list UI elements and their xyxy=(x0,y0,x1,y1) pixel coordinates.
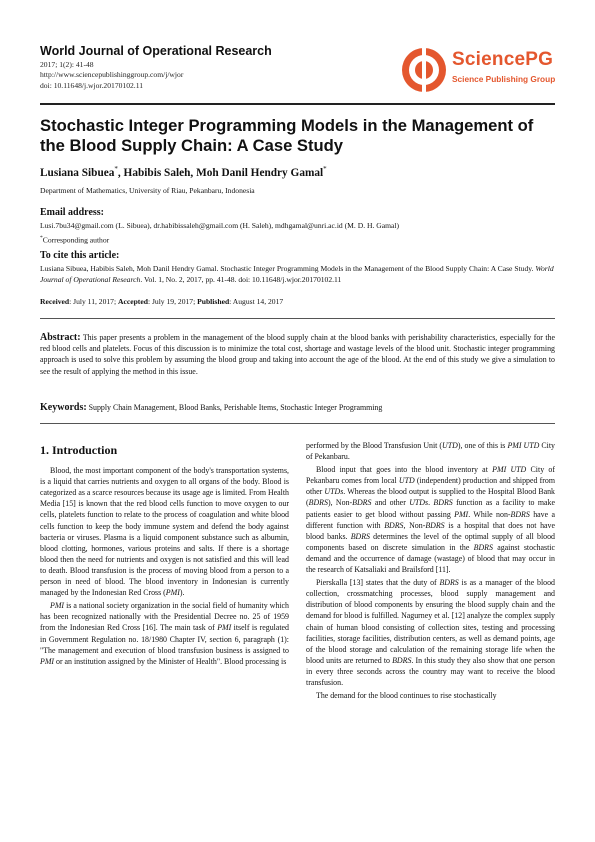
section-heading: 1. Introduction xyxy=(40,443,118,457)
cite-plain: Lusiana Sibuea, Habibis Saleh, Moh Danil Hendry Gamal. Stochastic Integer Programming Models in the Management of the Blood Supply Chain: A Case Study. xyxy=(40,264,536,273)
abstract xyxy=(40,332,555,377)
published-date: : August 14, 2017 xyxy=(229,297,284,306)
column-left xyxy=(40,445,289,669)
corresponding-label: Corresponding author xyxy=(42,235,110,245)
journal-title: World Journal of Operational Research xyxy=(40,44,272,58)
cite-text xyxy=(40,264,555,285)
corresponding-note xyxy=(40,233,555,246)
published-label: Published xyxy=(197,297,230,306)
journal-meta xyxy=(40,60,183,91)
corresponding-mark: * xyxy=(40,235,43,241)
authors xyxy=(40,165,327,179)
abstract-text: This paper presents a problem in the management of the blood supply chain at the blood banks with perishability characteristics, especially for the red blood cells and platelets. Focus of this discussion is to minimize the total cost, shortage and wastage levels of the blood unit. Stochastic integer programming approach is used to solve this problem by assuming the blood group and taking into account the age of the blood. At the end of this study we give a simulation to see the result of applying the method in this issue. xyxy=(40,333,555,376)
journal-url[interactable]: http://www.sciencepublishinggroup.com/j/wjor xyxy=(40,70,184,80)
keywords-label: Keywords: xyxy=(40,402,87,413)
divider xyxy=(40,423,555,424)
paragraph: performed by the Blood Transfusion Unit (UTD), one of this is PMI UTD City of Pekanbaru. xyxy=(306,441,555,462)
received-date: : July 11, 2017; xyxy=(69,297,118,306)
paragraph: Blood input that goes into the blood inventory at PMI UTD City of Pekanbaru comes from local UTD (independent) production and shipped from other UTDs. Whereas the blood output is supplied to the Hospital Blood Bank (BDRS), Non-BDRS and other UTDs. BDRS function as a facility to make patients easier to get blood without passing PMI. While non-BDRS have a different function with BDRS, Non-BDRS is a hospital that does not have blood banks. BDRS determines the level of the optimal supply of all blood components based on discrete simulation in the BDRS against stochastic demand and the occurrence of damage (wastage) of blood that may occur in the research of Katsaliaki and Brailsford [11]. xyxy=(306,465,556,575)
author-1: Lusiana Sibuea xyxy=(40,166,115,179)
accepted-date: : July 19, 2017; xyxy=(147,297,198,306)
logo-subtitle: Science Publishing Group xyxy=(452,74,556,84)
cite-heading: To cite this article: xyxy=(40,250,120,261)
email-heading: Email address: xyxy=(40,207,104,218)
corresponding-mark: * xyxy=(114,165,118,173)
affiliation: Department of Mathematics, University of Riau, Pekanbaru, Indonesia xyxy=(40,186,255,195)
divider xyxy=(40,318,555,319)
paragraph: PMI is a national society organization in the social field of humanity which has been recognized nationally with the Presidential Decree no. 25 of 1959 from the Indonesian Red Cross [16]. The main task of PMI itself is regulated in Government Regulation no. 18/1980 Chapter IV, section 6, paragraph (1): "The management and execution of blood transfusion business is assigned to PMI or an institution assigned by the Minister of Health". Blood processing is xyxy=(40,601,289,666)
abstract-label: Abstract: xyxy=(40,332,81,343)
journal-volume: 2017; 1(2): 41-48 xyxy=(40,60,94,69)
logo-name: SciencePG xyxy=(452,49,554,70)
keywords-text: Supply Chain Management, Blood Banks, Perishable Items, Stochastic Integer Programming xyxy=(86,403,383,412)
column-right xyxy=(306,440,555,703)
author-others: , Habibis Saleh, Moh Danil Hendry Gamal xyxy=(117,166,324,179)
publisher-logo xyxy=(400,46,560,94)
paragraph: The demand for the blood continues to rise stochastically xyxy=(316,691,497,701)
journal-doi[interactable]: doi: 10.11648/j.wjor.20170102.11 xyxy=(40,80,144,90)
corresponding-mark: * xyxy=(323,165,327,173)
dates xyxy=(40,297,555,308)
header-rule xyxy=(40,103,555,105)
cite-tail: . Vol. 1, No. 2, 2017, pp. 41-48. doi: 10.11648/j.wjor.20170102.11 xyxy=(140,274,342,284)
paragraph: Pierskalla [13] states that the duty of BDRS is as a manager of the blood collection, crossmatching processes, blood supply management and distribution of blood components by ensuring the blood supply chain and the demand for blood is fulfilled. Nagurney et al. [12] analyze the complex supply chain of human blood consisting of collection sites, testing and processing facilities, storage facilities, distribution centers, as well as demand points, age of the blood storage and calculation of the remaining storage life when the blood units are returned to BDRS. In this study they also show that one person in every three seconds across the country may want to receive the blood transfusion. xyxy=(306,578,555,687)
email-text[interactable]: Lusi.7bu34@gmail.com (L. Sibuea), dr.habibissaleh@gmail.com (H. Saleh), mdhgamal@unri.ac.id (M. D. H. Gamal) xyxy=(40,221,400,230)
sciencepg-logo-icon xyxy=(400,46,448,94)
cite-journal: World Journal of Operational Research xyxy=(40,264,554,284)
paragraph: Blood, the most important component of the body's transportation systems, is a liquid that carries nutrients and oxygen to all organs of the body. Blood is categorized as a scarce resources because its usage age is limited. From Health Media [15] is known that the red blood cells function to move oxygen to our cells, platelets function to relate to the process of coagulation and white blood cells function to keep the body immune system and defend the body against bacteria or viruses. Plasma is a liquid component substance such as albumin, blood clotting, hormones, various proteins and salts. If there is a shortage blood then the need for nutrients and oxygen is not satisfied and this will lead to death. Blood transfusion is the process of moving blood from a person to a person in need of blood. The blood inventory in Indonesian is currently managed by the Indonesian Red Cross (PMI). xyxy=(40,466,289,598)
keywords xyxy=(40,402,555,413)
received-label: Received xyxy=(40,297,70,306)
accepted-label: Accepted xyxy=(117,297,148,306)
paper-title: Stochastic Integer Programming Models in the Management of the Blood Supply Chain: A Case Study xyxy=(40,116,534,155)
